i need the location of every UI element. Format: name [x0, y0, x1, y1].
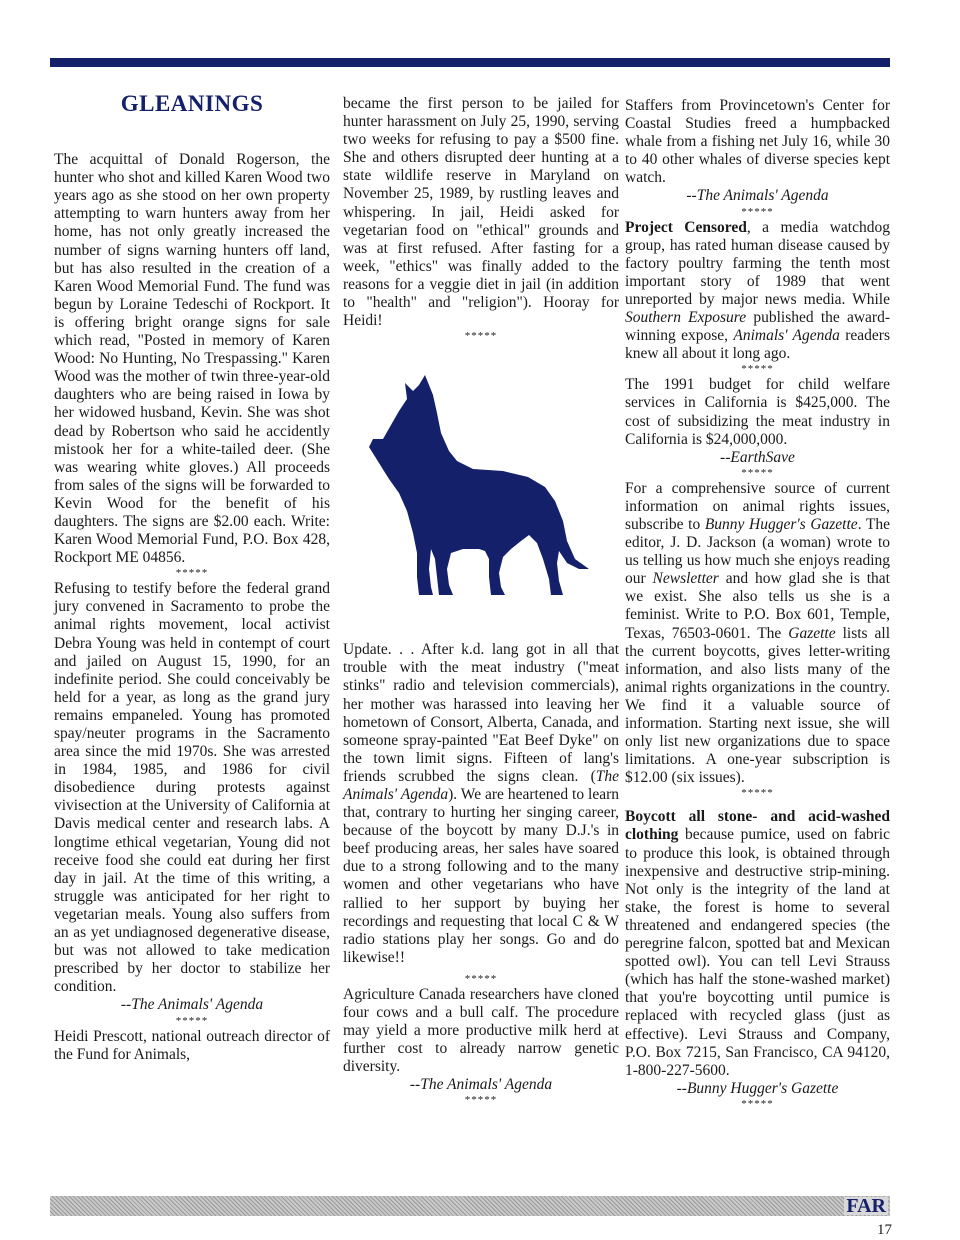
article-budget: The 1991 budget for child welfare services in California is $425,000. The cost of subsidizing the meat industry in California is $24,000,000.: [625, 376, 890, 448]
article-prescott-start: Heidi Prescott, national outreach director of the Fund for Animals,: [54, 1027, 330, 1063]
separator: *****: [741, 363, 774, 376]
column-1: [54, 91, 330, 1064]
article-kd-lang: Update. . . After k.d. lang got in all that trouble with the meat industry ("meat stinks" radio and television commercials), her mother was harassed into leaving her hometown of Consort, Alberta, Canada, and someone spray-painted "Eat Beef Dyke" on the town limit signs. Fifteen of lang's friends scrubbed the signs clean. (The Animals' Agenda). We are heartened to learn that, contrary to hurting her singing career, because of the boycott by many D.J.'s in beef producing areas, her sales have soared due to a strong following and to the many women and other vegetarians who have rallied to her support by buying her recordings and requesting that local C & W radio stations play her songs. Go and do likewise!!: [343, 641, 619, 966]
separator: *****: [741, 466, 774, 479]
separator: *****: [741, 1097, 774, 1110]
article-project-censored: Project Censored, a media watchdog group, has rated human disease caused by factory poultry farming the tenth most important story of 1989 that went unreported by major news media. While Southern Exposure published the award-winning expose, Animals' Agenda readers knew all about it long ago.: [625, 218, 890, 363]
source-credit: --Bunny Hugger's Gazette: [676, 1079, 839, 1097]
footer-band: [50, 1196, 890, 1216]
article-boycott-stonewash: Boycott all stone- and acid-washed clothing because pumice, used on fabric to produce this look, is obtained through inexpensive and destructive strip-mining. Not only is the integrity of the land at stake, the forest is home to several threatened and endangered species (the peregrine falcon, spotted bat and Mexican spotted owl). You can tell Levi Strauss (which has half the stone-washed market) that you're boycotting until pumice is replaced with recycled glass (just as effective). Levi Strauss and Company, P.O. Box 7215, San Francisco, CA 94120, 1-800-227-5600.: [625, 808, 890, 1079]
source-credit: --The Animals' Agenda: [120, 996, 264, 1014]
article-bunny-huggers-gazette: For a comprehensive source of current information on animal rights issues, subscribe to Bunny Hugger's Gazette. The editor, J. D. Jackson (a woman) wrote to us telling us how much she enjoys reading our Newsletter and how glad she is that we exist. She also tells us she is a feminist. Write to P.O. Box 601, Temple, Texas, 76503-0601. The Gazette lists all the current boycotts, gives letter-writing information, and also lists many of the animal rights organizations in the country. We find it a valuable source of information. Starting next issue, she will only list new organizations due to space limitations. A one-year subscription is $12.00 (six issues).: [625, 479, 891, 787]
source-credit: --EarthSave: [720, 448, 795, 466]
howling-wolf-icon: [353, 373, 593, 603]
article-cloned-cows: Agriculture Canada researchers have cloned four cows and a bull calf. The procedure may yield a more productive milk herd at further cost to already narrow genetic diversity.: [343, 985, 619, 1076]
separator: *****: [464, 972, 498, 985]
source-credit: --The Animals' Agenda: [686, 187, 829, 205]
column-3: [625, 97, 890, 1111]
column-2: [343, 95, 619, 1107]
separator: *****: [464, 330, 498, 343]
wolf-illustration: [343, 349, 619, 641]
page-title: GLEANINGS: [120, 91, 264, 116]
far-logo: FAR: [846, 1195, 886, 1217]
article-rogerson: The acquittal of Donald Rogerson, the hunter who shot and killed Karen Wood two years ago as she stood on her own property attempting to warn hunters away from her home, has not only greatly increased the number of signs warning hunters off land, but has also resulted in the creation of a Karen Wood Memorial Fund. The fund was begun by Loraine Tedeschi of Rockport. It is offering bright orange signs for sale which read, "Posted in memory of Karen Wood: No Hunting, No Trespassing." Karen Wood was the mother of twin three-year-old daughters who are being raised in Iowa by her widowed husband, Kevin. She was shot dead by Robertson who said he accidently mistook her for a white-tailed deer. (She was wearing white gloves.) All proceeds from sales of the signs will be forwarded to Kevin Wood for the benefit of his daughters. The signs are $2.00 each. Write: Karen Wood Memorial Fund, P.O. Box 428, Rockport ME 04856.: [54, 151, 330, 567]
article-prescott-continued: became the first person to be jailed for hunter harassment on July 25, 1990, serving two weeks for refusing to pay a $500 fine. She and others disrupted deer hunting at a state wildlife reserve in Maryland on November 25, 1989, by rustling leaves and whispering. In jail, Heidi asked for vegetarian food on "ethical" grounds and was at first refused. After fasting for a week, "ethics" was finally added to the reasons for a veggie diet in jail (in addition to "health" and "religion"). Hooray for Heidi!: [343, 95, 619, 330]
separator: *****: [741, 205, 774, 218]
article-whale: Staffers from Provincetown's Center for Coastal Studies freed a humpbacked whale from a fishing net July 16, while 30 to 40 other whales of diverse species kept watch.: [625, 97, 890, 187]
separator: *****: [175, 567, 209, 580]
separator: *****: [741, 787, 774, 800]
article-young: Refusing to testify before the federal grand jury convened in Sacramento to probe the animal rights movement, local activist Debra Young was held in contempt of court and jailed on August 15, 1990, for an indefinite period. She could conceivably be held for a year, as long as the grand jury remains empaneled. Young has promoted spay/neuter programs in the Sacramento area since the mid 1970s. She was arrested in 1984, 1985, and 1986 for civil disobedience during protests against vivisection at the University of California at Davis medical center and research labs. A longtime ethical vegetarian, Young did not receive food she could eat during her first day in jail. At the time of this writing, a struggle was anticipated for her right to vegetarian meals. Young also suffers from an as yet undiagnosed degenerative disease, but was not allowed to take medication prescribed by her doctor to stabilize her condition.: [54, 580, 330, 996]
separator: *****: [464, 1094, 498, 1107]
separator: *****: [175, 1014, 209, 1027]
page-number: 17: [877, 1222, 892, 1238]
top-rule: [50, 58, 890, 67]
source-credit: --The Animals' Agenda: [409, 1076, 553, 1094]
